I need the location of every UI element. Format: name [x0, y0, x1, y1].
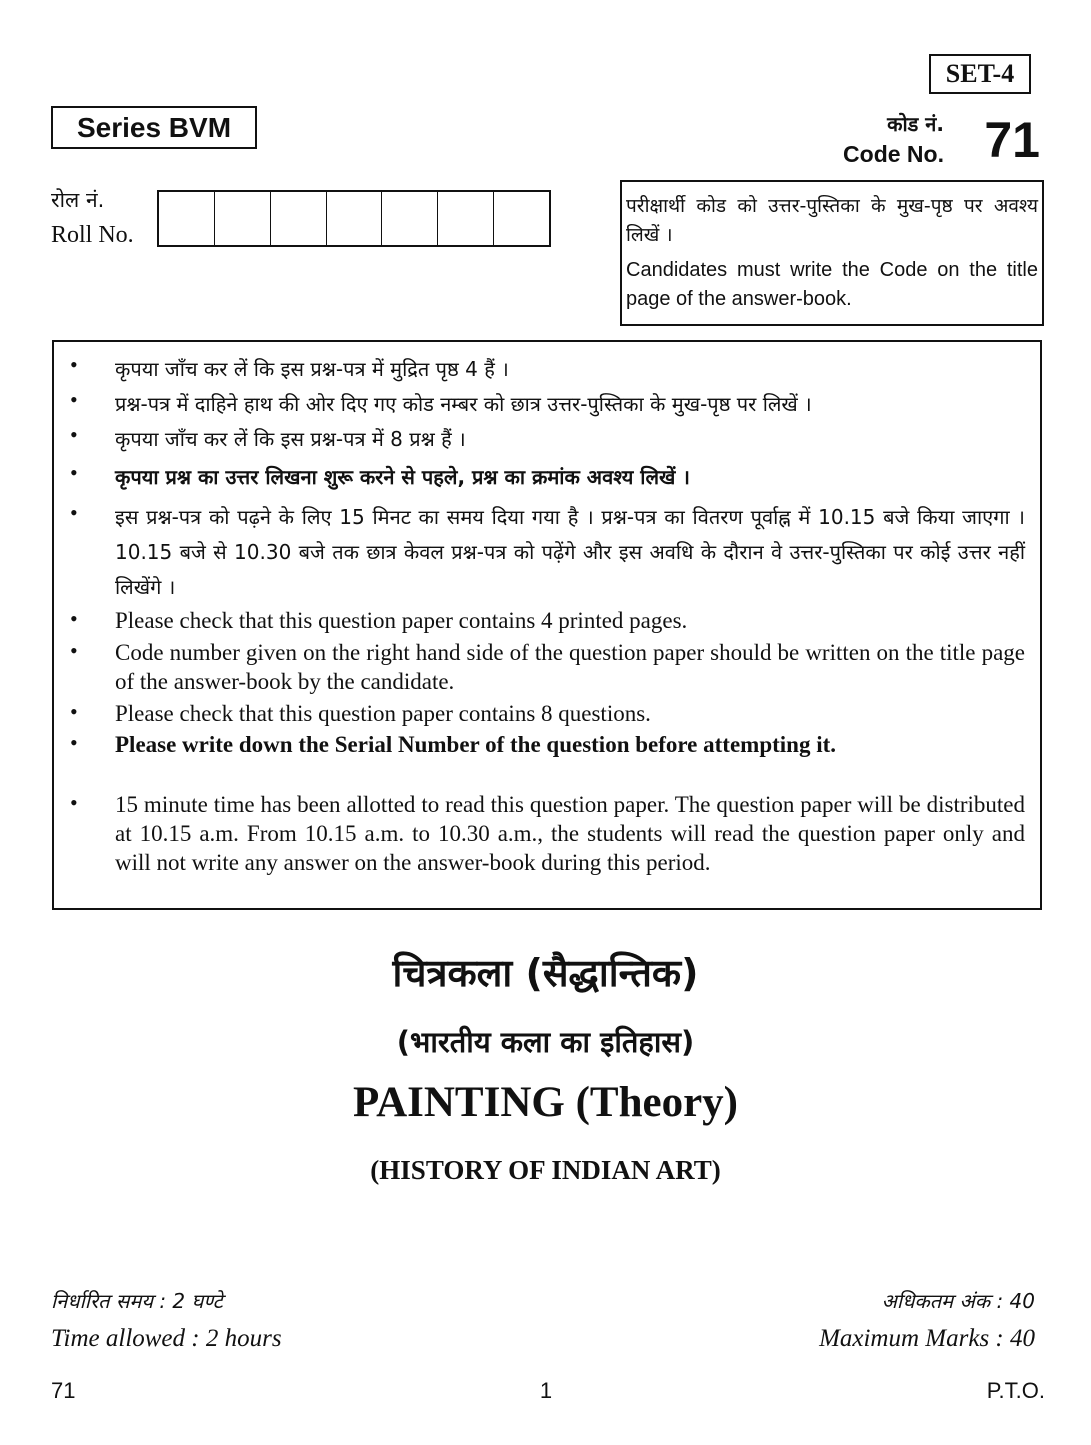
- roll-label-hindi: रोल नं.: [51, 188, 105, 212]
- instruction-text: Code number given on the right hand side of the question paper should be written on the title page of the answer-book by the candidate.: [115, 640, 1025, 694]
- instruction-text: कृपया जाँच कर लें कि इस प्रश्न-पत्र में 8 प्रश्न हैं ।: [115, 427, 466, 451]
- code-label-hindi: कोड नं.: [887, 112, 944, 136]
- instruction-text: Please write down the Serial Number of the question before attempting it.: [115, 732, 837, 757]
- subject-title-hindi: चित्रकला (सैद्धान्तिक): [392, 951, 699, 995]
- bullet: •: [70, 699, 78, 724]
- code-number: 71: [984, 112, 1040, 168]
- roll-cell[interactable]: [327, 192, 383, 245]
- subject-subtitle-english: (HISTORY OF INDIAN ART): [370, 1155, 721, 1185]
- time-allowed-english: Time allowed : 2 hours: [51, 1325, 282, 1352]
- bullet: •: [70, 606, 78, 631]
- code-label-english: Code No.: [843, 141, 944, 167]
- roll-cell[interactable]: [382, 192, 438, 245]
- candidates-note-english: Candidates must write the Code on the title page of the answer-book.: [626, 259, 1038, 310]
- maximum-marks-english: Maximum Marks : 40: [819, 1325, 1035, 1352]
- roll-cell[interactable]: [438, 192, 494, 245]
- instruction-text: 15 minute time has been allotted to read this question paper. The question paper will be distributed at 10.15 a.m. From 10.15 a.m. to 10.30 a.m., the students will read the question paper only and will not write any answer on the answer-book during this period.: [115, 792, 1025, 875]
- instruction-text: इस प्रश्न-पत्र को पढ़ने के लिए 15 मिनट का समय दिया गया है । प्रश्न-पत्र का वितरण पूर्वाह्न में 10.15 बजे किया जाएगा । 10.15 बजे से 10.30 बजे तक छात्र केवल प्रश्न-पत्र को पढ़ेंगे और इस अवधि के दौरान वे उत्तर-पुस्तिका पर कोई उत्तर नहीं लिखेंगे ।: [115, 505, 1025, 599]
- pto-label: P.T.O.: [986, 1378, 1045, 1403]
- candidates-note-box: [620, 180, 1044, 326]
- time-allowed-hindi: निर्धारित समय : 2 घण्टे: [51, 1289, 223, 1313]
- subject-title-english: PAINTING (Theory): [353, 1079, 738, 1126]
- instructions-box: [52, 340, 1042, 910]
- roll-cell[interactable]: [159, 192, 215, 245]
- maximum-marks-hindi: अधिकतम अंक : 40: [881, 1289, 1035, 1313]
- bullet: •: [70, 730, 78, 755]
- instruction-text: Please check that this question paper contains 8 questions.: [115, 701, 651, 726]
- set-label: SET-4: [929, 54, 1031, 94]
- bullet: •: [70, 387, 78, 412]
- roll-label-english: Roll No.: [51, 222, 134, 248]
- instruction-text: Please check that this question paper contains 4 printed pages.: [115, 608, 688, 633]
- bullet: •: [70, 790, 78, 815]
- bullet: •: [70, 460, 78, 485]
- instruction-text: कृपया जाँच कर लें कि इस प्रश्न-पत्र में मुद्रित पृष्ठ 4 हैं ।: [115, 357, 509, 381]
- bullet: •: [70, 500, 78, 525]
- instruction-text: कृपया प्रश्न का उत्तर लिखना शुरू करने से पहले, प्रश्न का क्रमांक अवश्य लिखें ।: [115, 465, 690, 489]
- series-label: Series BVM: [51, 106, 257, 149]
- subject-subtitle-hindi: (भारतीय कला का इतिहास): [396, 1025, 695, 1059]
- bullet: •: [70, 638, 78, 663]
- footer-code: 71: [51, 1378, 76, 1403]
- roll-cell[interactable]: [271, 192, 327, 245]
- bullet: •: [70, 422, 78, 447]
- instruction-text: प्रश्न-पत्र में दाहिने हाथ की ओर दिए गए कोड नम्बर को छात्र उत्तर-पुस्तिका के मुख-पृष्ठ पर लिखें ।: [115, 392, 812, 416]
- roll-cell[interactable]: [215, 192, 271, 245]
- bullet: •: [70, 352, 78, 377]
- roll-cell[interactable]: [494, 192, 549, 245]
- candidates-note-hindi: परीक्षार्थी कोड को उत्तर-पुस्तिका के मुख-पृष्ठ पर अवश्य लिखें ।: [626, 195, 1038, 246]
- page-number: 1: [539, 1378, 553, 1403]
- roll-number-boxes[interactable]: [157, 190, 551, 247]
